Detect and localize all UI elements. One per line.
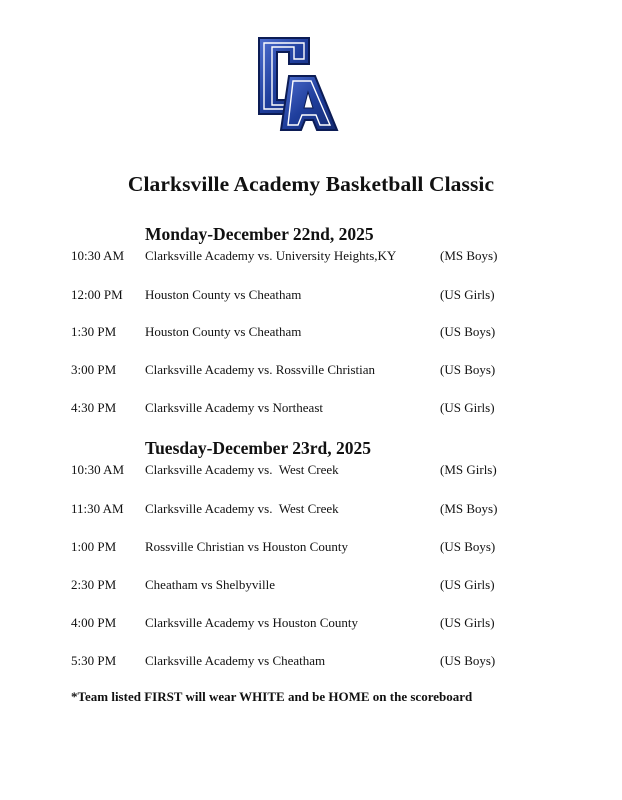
- game-row: [0, 577, 622, 595]
- game-time: 1:00 PM: [71, 539, 117, 554]
- game-time: 12:00 PM: [71, 287, 123, 302]
- game-division: (MS Boys): [440, 501, 498, 516]
- game-matchup: Houston County vs Cheatham: [145, 324, 302, 339]
- game-matchup: Clarksville Academy vs Cheatham: [145, 653, 326, 668]
- game-row: [0, 400, 622, 418]
- footnote: *Team listed FIRST will wear WHITE and be HOME on the scoreboard: [71, 689, 473, 704]
- game-matchup: Clarksville Academy vs. Rossville Christian: [145, 362, 376, 377]
- game-row: [0, 653, 622, 671]
- game-row: [0, 362, 622, 380]
- game-row: [0, 287, 622, 305]
- day-heading-tuesday: Tuesday-December 23rd, 2025: [145, 438, 372, 458]
- game-division: (MS Boys): [440, 248, 498, 263]
- day-heading-monday: Monday-December 22nd, 2025: [145, 224, 374, 244]
- page-title: Clarksville Academy Basketball Classic: [127, 172, 495, 196]
- game-division: (US Boys): [440, 362, 496, 377]
- game-row: [0, 501, 622, 519]
- game-row: [0, 615, 622, 633]
- game-time: 4:00 PM: [71, 615, 117, 630]
- game-row: [0, 539, 622, 557]
- game-time: 4:30 PM: [71, 400, 117, 415]
- game-division: (US Girls): [440, 577, 495, 592]
- game-division: (US Boys): [440, 539, 496, 554]
- game-time: 10:30 AM: [71, 462, 125, 477]
- game-matchup: Rossville Christian vs Houston County: [145, 539, 348, 554]
- game-division: (US Boys): [440, 324, 496, 339]
- game-time: 11:30 AM: [71, 501, 124, 516]
- game-division: (US Girls): [440, 615, 495, 630]
- game-matchup: Clarksville Academy vs Northeast: [145, 400, 323, 415]
- game-matchup: Clarksville Academy vs. West Creek: [145, 462, 339, 477]
- game-division: (US Girls): [440, 400, 495, 415]
- game-division: (US Boys): [440, 653, 496, 668]
- game-division: (MS Girls): [440, 462, 497, 477]
- game-time: 1:30 PM: [71, 324, 117, 339]
- game-row: [0, 248, 622, 266]
- ca-logo: [253, 30, 341, 134]
- game-division: (US Girls): [440, 287, 495, 302]
- game-time: 5:30 PM: [71, 653, 117, 668]
- game-row: [0, 324, 622, 342]
- game-row: [0, 462, 622, 480]
- game-time: 2:30 PM: [71, 577, 117, 592]
- game-time: 3:00 PM: [71, 362, 117, 377]
- game-matchup: Houston County vs Cheatham: [145, 287, 302, 302]
- game-time: 10:30 AM: [71, 248, 125, 263]
- game-matchup: Clarksville Academy vs. West Creek: [145, 501, 339, 516]
- game-matchup: Clarksville Academy vs. University Heights,KY: [145, 248, 397, 263]
- game-matchup: Clarksville Academy vs Houston County: [145, 615, 359, 630]
- game-matchup: Cheatham vs Shelbyville: [145, 577, 275, 592]
